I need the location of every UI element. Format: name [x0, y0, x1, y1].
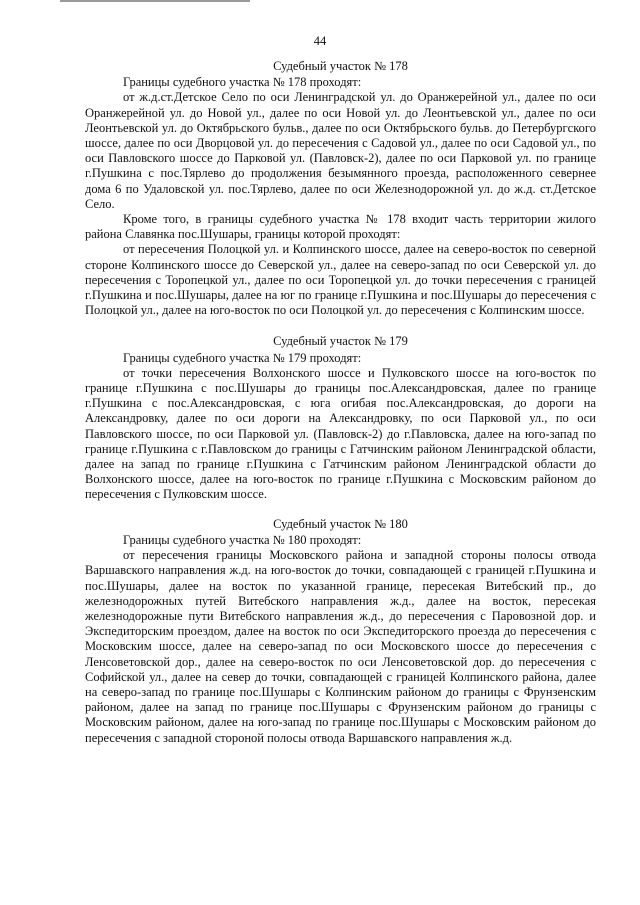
- section-title: Судебный участок № 178: [273, 59, 408, 73]
- section-title: Судебный участок № 180: [273, 516, 408, 531]
- section-paragraph: от ж.д.ст.Детское Село по оси Ленинградской ул. до Оранжерейной ул., далее по оси Оранжерейной ул. до Новой ул., далее по оси Новой ул. до Леонтьевской ул., далее по оси Леонтьевской ул. до Октябрьского бульв., далее по оси Октябрьского бульв. до Петербургского шоссе, далее по оси Дворцовой ул. до пересечения с Садовой ул., далее по оси Садовой ул., по оси Павловского шоссе до Парковой ул. (Павловск-2), далее по оси Парковой ул. по границе г.Пушкина с пос.Тярлево до продолжения безымянного проезда, расположенного севернее дома 6 по Удаловской ул. пос.Тярлево, далее по оси Железнодорожной ул. до ж.д. ст.Детское Село.: [85, 90, 596, 211]
- section-paragraph: от точки пересечения Волхонского шоссе и Пулковского шоссе на юго-восток по границе г.Пушкина с пос.Шушары до границы пос.Александровская, далее по границе г.Пушкина с пос.Александровская, с юга огибая пос.Александровская, до дороги на Александровку, далее по оси дороги на Александровку, по оси Парковой ул., по оси Павловского шоссе, по оси Парковой ул. (Павловск-2) до г.Павловска, далее на юго-запад по границе г.Пушкина с г.Павловском до границы с Гатчинским районом Ленинградской области, далее на запад по границе г.Пушкина с Гатчинским районом Ленинградской области до Волхонского шоссе, далее на юго-восток по границе г.Пушкина с Московским районом до пересечения с Пулковским шоссе.: [85, 365, 596, 502]
- page-number: 44: [313, 34, 327, 48]
- document-body: [85, 59, 596, 746]
- section-178: [85, 59, 596, 318]
- section-paragraph: от пересечения Полоцкой ул. и Колпинского шоссе, далее на северо-восток по северной стороне Колпинского шоссе до Северской ул., далее на северо-запад по оси Северской ул. до пересечения с Торопецкой ул., далее по оси Торопецкой ул. до точки пересечения с границей г.Пушкина и пос.Шушары, далее на юг по границе г.Пушкина и пос.Шушары до пересечения с Полоцкой ул., далее на юго-восток по оси Полоцкой ул. до пересечения с Колпинским шоссе.: [85, 242, 596, 318]
- section-paragraph: от пересечения границы Московского района и западной стороны полосы отвода Варшавского направления ж.д. на юго-восток до точки, совпадающей с границей г.Пушкина и пос.Шушары, далее на восток по указанной границе, пересекая Витебский пр., до железнодорожных путей Витебского направления ж.д., далее на восток, пересекая железнодорожные пути Витебского направления ж.д., до пересечения с Паровозной дор. и Экспедиторским проездом, далее на восток по оси Экспедиторского проезда до пересечения с Московским шоссе, далее на северо-запад по оси Московского шоссе до пересечения с Ленсоветовской дор., далее на северо-восток по оси Ленсоветовской дор. до пересечения с Софийской ул., далее на север до точки, совпадающей с границей Колпинского района, далее на северо-запад по границе пос.Шушары с Колпинским районом до границы с Фрунзенским районом, далее на запад по границе пос.Шушары с Фрунзенским районом до границы с Московским районом, далее на юго-запад по границе пос.Шушары с Московским районом до пересечения с западной стороной полосы отвода Варшавского направления ж.д.: [85, 548, 596, 745]
- top-rule: [60, 0, 250, 2]
- section-179: [85, 334, 596, 502]
- section-intro: Границы судебного участка № 180 проходят:: [123, 532, 362, 547]
- section-title: Судебный участок № 179: [273, 334, 408, 349]
- section-paragraph: Кроме того, в границы судебного участка № 178 входит часть территории жилого района Славянка пос.Шушары, границы которой проходят:: [85, 212, 596, 242]
- section-180: [85, 517, 596, 746]
- section-intro: Границы судебного участка № 178 проходят:: [123, 75, 362, 90]
- section-intro: Границы судебного участка № 179 проходят:: [123, 350, 362, 365]
